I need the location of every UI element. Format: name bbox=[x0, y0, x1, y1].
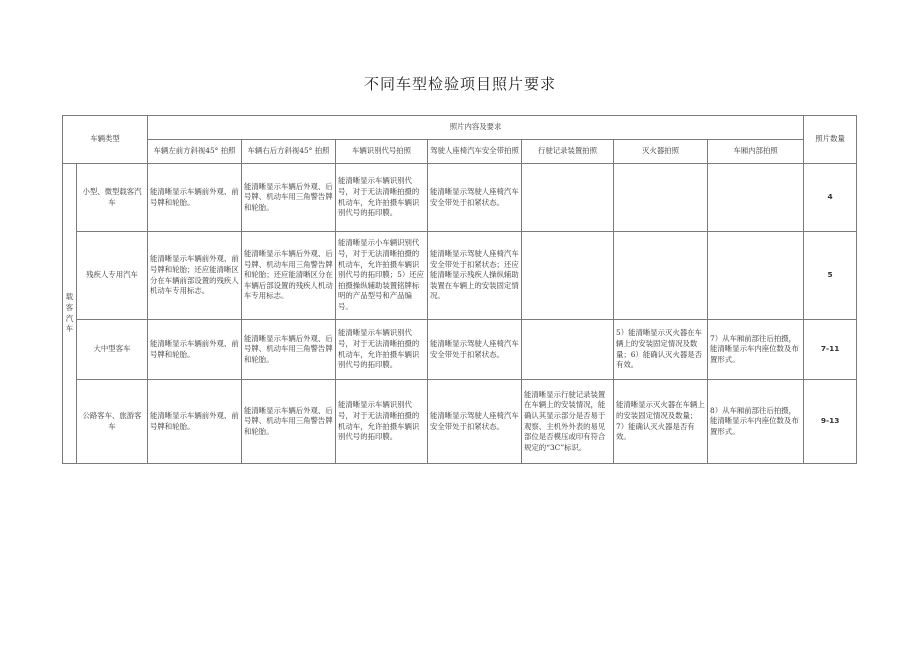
header-photo-count: 照片数量 bbox=[804, 116, 857, 164]
table-cell: 能清晰显示驾驶人座椅汽车安全带处于扣紧状态。 bbox=[428, 380, 522, 464]
table-cell: 能清晰显示车辆识别代号，对于无法清晰拍摄的机动车，允许拍摄车辆识别代号的拓印膜。 bbox=[336, 320, 428, 380]
table-cell: 5）能清晰显示灭火器在车辆上的安装固定情况及数量；6）能确认灭火器是否有效。 bbox=[614, 320, 708, 380]
vehicle-type-cell: 大中型客车 bbox=[77, 320, 148, 380]
page-title: 不同车型检验项目照片要求 bbox=[363, 75, 556, 93]
table-cell: 能清晰显示驾驶人座椅汽车安全带处于扣紧状态。 bbox=[428, 320, 522, 380]
table-cell bbox=[522, 320, 614, 380]
header-col-cabin: 车厢内部拍照 bbox=[708, 140, 804, 164]
header-vehicle-type: 车辆类型 bbox=[63, 116, 148, 164]
photo-requirements-table bbox=[62, 115, 857, 464]
photo-count-cell: 9-13 bbox=[804, 380, 857, 464]
vehicle-type-cell: 公路客车、旅游客车 bbox=[77, 380, 148, 464]
table-cell: 8）从车厢前部往后拍摄，能清晰显示车内座位数及布置形式。 bbox=[708, 380, 804, 464]
header-col-seatbelt: 驾驶人座椅汽车安全带拍照 bbox=[428, 140, 522, 164]
table-cell bbox=[708, 164, 804, 232]
header-col-recorder: 行驶记录装置拍照 bbox=[522, 140, 614, 164]
table-cell: 能清晰显示行驶记录装置在车辆上的安装情况，能确认其显示部分是否易于观察、主机外外表的易见部位是否模压或印有符合规定的“3C”标识。 bbox=[522, 380, 614, 464]
photo-count-cell: 7-11 bbox=[804, 320, 857, 380]
table-cell bbox=[522, 164, 614, 232]
table-cell: 能清晰显示车辆后外观、后号牌、机动车用三角警告牌和轮胎；还应能清晰区分在车辆后部设置的残疾人机动车专用标志。 bbox=[242, 232, 336, 320]
table-cell: 能清晰显示车辆前外观、前号牌和轮胎。 bbox=[148, 380, 242, 464]
table-cell: 能清晰显示车辆前外观、前号牌和轮胎；还应能清晰区分在车辆前部设置的残疾人机动车专用标志。 bbox=[148, 232, 242, 320]
table-cell: 能清晰显示车辆前外观、前号牌和轮胎。 bbox=[148, 320, 242, 380]
photo-count-cell: 5 bbox=[804, 232, 857, 320]
table-cell: 能清晰显示车辆前外观、前号牌和轮胎。 bbox=[148, 164, 242, 232]
table-cell: 能清晰显示驾驶人座椅汽车安全带处于扣紧状态；还应能清晰显示残疾人操纵辅助装置在车辆上的安装固定情况。 bbox=[428, 232, 522, 320]
table-cell bbox=[614, 164, 708, 232]
table-cell: 7）从车厢前部往后拍摄，能清晰显示车内座位数及布置形式。 bbox=[708, 320, 804, 380]
table-cell: 能清晰显示灭火器在车辆上的安装固定情况及数量；7）能确认灭火器是否有效。 bbox=[614, 380, 708, 464]
table-cell bbox=[522, 232, 614, 320]
header-col-extinguisher: 灭火器拍照 bbox=[614, 140, 708, 164]
group-label: 载客汽车 bbox=[63, 164, 77, 464]
table-cell bbox=[708, 232, 804, 320]
header-col-vin: 车辆识别代号拍照 bbox=[336, 140, 428, 164]
table-cell: 能清晰显示车辆后外观、后号牌、机动车用三角警告牌和轮胎。 bbox=[242, 164, 336, 232]
table-cell: 能清晰显示车辆识别代号，对于无法清晰拍摄的机动车，允许拍摄车辆识别代号的拓印膜。 bbox=[336, 164, 428, 232]
table-cell: 能清晰显示车辆后外观、后号牌、机动车用三角警告牌和轮胎。 bbox=[242, 380, 336, 464]
table-cell bbox=[614, 232, 708, 320]
vehicle-type-cell: 残疾人专用汽车 bbox=[77, 232, 148, 320]
table-cell: 能清晰显示车辆识别代号，对于无法清晰拍摄的机动车，允许拍摄车辆识别代号的拓印膜。 bbox=[336, 380, 428, 464]
table-cell: 能清晰显示车辆后外观、后号牌、机动车用三角警告牌和轮胎。 bbox=[242, 320, 336, 380]
vehicle-type-cell: 小型、微型载客汽车 bbox=[77, 164, 148, 232]
table-cell: 能清晰显示驾驶人座椅汽车安全带处于扣紧状态。 bbox=[428, 164, 522, 232]
header-col-front-left: 车辆左前方斜视45° 拍照 bbox=[148, 140, 242, 164]
table-cell: 能清晰显示小车辆识别代号，对于无法清晰拍摄的机动车，允许拍摄车辆识别代号的拓印膜；5）还应拍摄操纵辅助装置铭牌标明的产品型号和产品编号。 bbox=[336, 232, 428, 320]
header-col-rear-right: 车辆右后方斜视45° 拍照 bbox=[242, 140, 336, 164]
header-content-requirements: 照片内容及要求 bbox=[148, 116, 804, 140]
photo-count-cell: 4 bbox=[804, 164, 857, 232]
